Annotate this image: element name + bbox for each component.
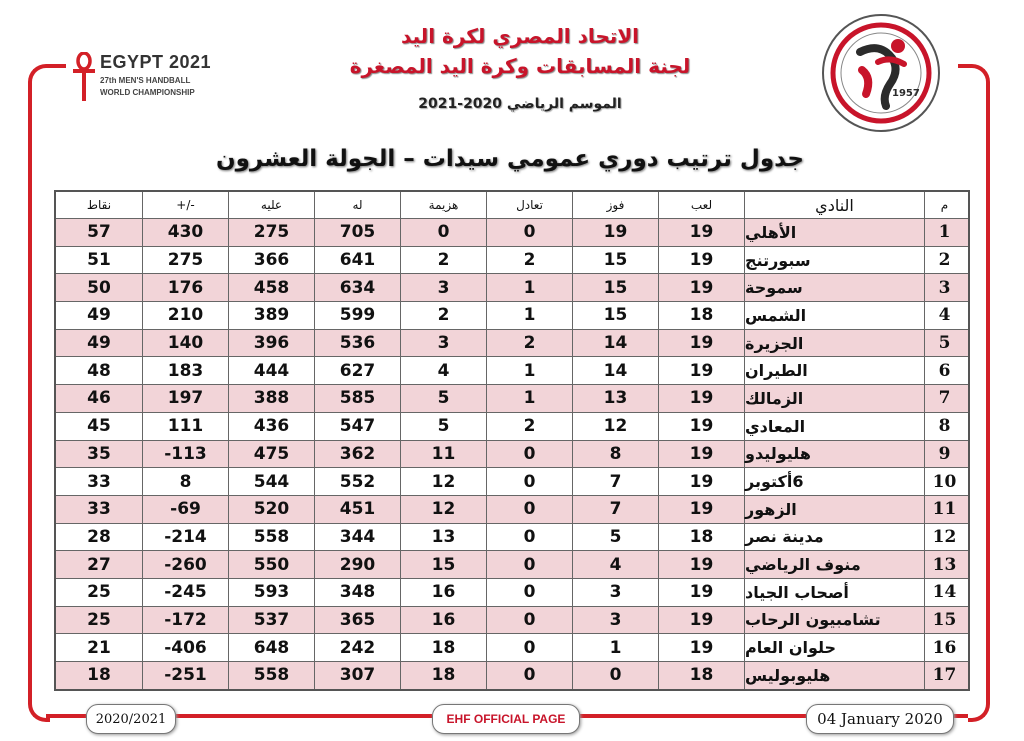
cell-drawn: 0 (486, 551, 572, 578)
cell-for: 585 (314, 385, 400, 412)
header-drawn: تعادل (486, 192, 572, 218)
cell-drawn: 0 (486, 607, 572, 634)
header-against: عليه (228, 192, 314, 218)
federation-name: الاتحاد المصري لكرة اليد (400, 24, 640, 48)
cell-against: 558 (228, 524, 314, 551)
cell-played: 18 (658, 662, 744, 689)
cell-points: 33 (87, 499, 111, 520)
cell-points: 49 (87, 333, 111, 354)
standings-table (54, 190, 970, 691)
cell-against: 544 (228, 468, 314, 495)
table-row (56, 329, 968, 357)
egypt-2021-logo (72, 50, 212, 102)
cell-played: 19 (658, 607, 744, 634)
cell-club: أصحاب الجياد (744, 579, 924, 606)
cell-points: 27 (87, 554, 111, 575)
cell-lost: 5 (400, 385, 486, 412)
cell-points: 25 (87, 582, 111, 603)
cell-club: منوف الرياضي (744, 551, 924, 578)
cell-played: 19 (658, 441, 744, 468)
cell-for: 348 (314, 579, 400, 606)
cell-diff: -214 (142, 524, 228, 551)
cell-club: الزهور (744, 496, 924, 523)
cell-club: هليوبوليس (744, 662, 924, 689)
cell-against: 520 (228, 496, 314, 523)
cell-rank: 2 (924, 247, 964, 274)
cell-drawn: 2 (486, 247, 572, 274)
cell-drawn: 1 (486, 274, 572, 301)
cell-won: 3 (572, 579, 658, 606)
cell-for: 242 (314, 634, 400, 661)
cell-diff: 176 (142, 274, 228, 301)
cell-diff: -406 (142, 634, 228, 661)
cell-points: 46 (87, 388, 111, 409)
cell-drawn: 0 (486, 524, 572, 551)
cell-lost: 3 (400, 274, 486, 301)
cell-for: 536 (314, 330, 400, 357)
cell-for: 362 (314, 441, 400, 468)
cell-against: 366 (228, 247, 314, 274)
cell-played: 19 (658, 579, 744, 606)
table-row (56, 246, 968, 274)
cell-for: 627 (314, 357, 400, 384)
table-header-row (56, 192, 968, 218)
cell-club: سموحة (744, 274, 924, 301)
cell-drawn: 0 (486, 441, 572, 468)
cell-points: 25 (87, 609, 111, 630)
cell-rank: 6 (924, 357, 964, 384)
cell-points: 28 (87, 526, 111, 547)
cell-club: الأهلي (744, 219, 924, 246)
federation-emblem-icon (820, 12, 942, 134)
cell-for: 344 (314, 524, 400, 551)
cell-points: 35 (87, 443, 111, 464)
cell-drawn: 2 (486, 413, 572, 440)
cell-won: 14 (572, 357, 658, 384)
cell-against: 475 (228, 441, 314, 468)
cell-lost: 16 (400, 579, 486, 606)
cell-points: 49 (87, 305, 111, 326)
cell-diff: 8 (142, 468, 228, 495)
cell-points: 45 (87, 416, 111, 437)
cell-against: 558 (228, 662, 314, 689)
cell-played: 19 (658, 219, 744, 246)
table-row (56, 550, 968, 578)
cell-won: 15 (572, 274, 658, 301)
cell-lost: 15 (400, 551, 486, 578)
cell-drawn: 0 (486, 496, 572, 523)
cell-club: الزمالك (744, 385, 924, 412)
frame-bottom-3 (580, 714, 806, 718)
cell-played: 19 (658, 274, 744, 301)
cell-drawn: 0 (486, 579, 572, 606)
cell-for: 634 (314, 274, 400, 301)
cell-against: 396 (228, 330, 314, 357)
table-row (56, 606, 968, 634)
cell-rank: 14 (924, 579, 964, 606)
cell-won: 3 (572, 607, 658, 634)
federation-year: 1957 (892, 88, 920, 99)
cell-points: 57 (87, 222, 111, 243)
cell-points: 51 (87, 250, 111, 271)
table-row (56, 301, 968, 329)
cell-club: 6أكتوبر (744, 468, 924, 495)
cell-diff: 197 (142, 385, 228, 412)
cell-lost: 12 (400, 496, 486, 523)
cell-diff: 183 (142, 357, 228, 384)
cell-won: 4 (572, 551, 658, 578)
cell-for: 451 (314, 496, 400, 523)
cell-rank: 15 (924, 607, 964, 634)
table-row (56, 273, 968, 301)
cell-lost: 12 (400, 468, 486, 495)
cell-club: هليوليدو (744, 441, 924, 468)
ankh-icon (72, 52, 96, 102)
cell-lost: 3 (400, 330, 486, 357)
cell-lost: 5 (400, 413, 486, 440)
cell-lost: 13 (400, 524, 486, 551)
cell-lost: 11 (400, 441, 486, 468)
table-row (56, 412, 968, 440)
footer-date: 04 January 2020 (806, 704, 954, 734)
table-row (56, 578, 968, 606)
season-label: الموسم الرياضي 2020-2021 (418, 96, 622, 112)
frame-left (28, 82, 32, 700)
cell-against: 550 (228, 551, 314, 578)
cell-diff: -69 (142, 496, 228, 523)
cell-club: الشمس (744, 302, 924, 329)
table-row (56, 384, 968, 412)
cell-drawn: 2 (486, 330, 572, 357)
frame-corner-br (968, 700, 990, 722)
cell-against: 648 (228, 634, 314, 661)
cell-diff: -245 (142, 579, 228, 606)
cell-diff: 275 (142, 247, 228, 274)
table-row (56, 356, 968, 384)
table-row (56, 467, 968, 495)
header-rank: م (924, 192, 964, 218)
cell-points: 21 (87, 637, 111, 658)
cell-against: 593 (228, 579, 314, 606)
cell-rank: 8 (924, 413, 964, 440)
cell-for: 365 (314, 607, 400, 634)
cell-played: 19 (658, 247, 744, 274)
cell-against: 388 (228, 385, 314, 412)
cell-drawn: 0 (486, 219, 572, 246)
table-row (56, 633, 968, 661)
cell-for: 705 (314, 219, 400, 246)
cell-rank: 5 (924, 330, 964, 357)
cell-for: 307 (314, 662, 400, 689)
cell-won: 1 (572, 634, 658, 661)
cell-points: 33 (87, 471, 111, 492)
cell-played: 19 (658, 551, 744, 578)
frame-bottom-1 (46, 714, 86, 718)
frame-bottom-2 (176, 714, 432, 718)
event-subtitle-2: WORLD CHAMPIONSHIP (100, 88, 195, 97)
cell-diff: 430 (142, 219, 228, 246)
cell-diff: 140 (142, 330, 228, 357)
table-row (56, 523, 968, 551)
cell-rank: 1 (924, 219, 964, 246)
table-row (56, 440, 968, 468)
cell-diff: -172 (142, 607, 228, 634)
frame-right (986, 82, 990, 700)
table-title: جدول ترتيب دوري عمومي سيدات – الجولة العشرون (216, 146, 804, 172)
cell-points: 50 (87, 277, 111, 298)
cell-diff: 210 (142, 302, 228, 329)
cell-played: 19 (658, 468, 744, 495)
cell-diff: -260 (142, 551, 228, 578)
cell-against: 389 (228, 302, 314, 329)
cell-rank: 13 (924, 551, 964, 578)
cell-played: 18 (658, 524, 744, 551)
committee-name: لجنة المسابقات وكرة اليد المصغرة (349, 54, 691, 78)
cell-rank: 17 (924, 662, 964, 689)
cell-rank: 7 (924, 385, 964, 412)
table-row (56, 218, 968, 246)
cell-drawn: 0 (486, 468, 572, 495)
cell-drawn: 0 (486, 662, 572, 689)
cell-for: 547 (314, 413, 400, 440)
event-name: EGYPT 2021 (100, 52, 212, 72)
cell-club: مدينة نصر (744, 524, 924, 551)
header-points: نقاط (56, 192, 142, 218)
event-subtitle: 27th MEN'S HANDBALL (100, 76, 191, 85)
cell-points: 18 (87, 665, 111, 686)
cell-lost: 18 (400, 662, 486, 689)
cell-lost: 2 (400, 302, 486, 329)
header-played: لعب (658, 192, 744, 218)
ehf-official-page-link[interactable]: EHF OFFICIAL PAGE (432, 704, 580, 734)
cell-rank: 3 (924, 274, 964, 301)
cell-won: 0 (572, 662, 658, 689)
cell-won: 19 (572, 219, 658, 246)
cell-drawn: 1 (486, 357, 572, 384)
cell-diff: -113 (142, 441, 228, 468)
cell-for: 290 (314, 551, 400, 578)
cell-against: 537 (228, 607, 314, 634)
cell-won: 7 (572, 496, 658, 523)
frame-bottom-4 (954, 714, 968, 718)
cell-lost: 0 (400, 219, 486, 246)
frame-corner-bl (28, 700, 50, 722)
cell-won: 14 (572, 330, 658, 357)
cell-won: 7 (572, 468, 658, 495)
cell-played: 19 (658, 496, 744, 523)
cell-against: 275 (228, 219, 314, 246)
header-club: النادي (744, 192, 924, 218)
table-row (56, 661, 968, 689)
cell-club: حلوان العام (744, 634, 924, 661)
cell-played: 19 (658, 330, 744, 357)
cell-played: 18 (658, 302, 744, 329)
header-lost: هزيمة (400, 192, 486, 218)
cell-club: سبورتنج (744, 247, 924, 274)
cell-rank: 4 (924, 302, 964, 329)
cell-against: 458 (228, 274, 314, 301)
header-diff: +/- (142, 192, 228, 218)
cell-rank: 11 (924, 496, 964, 523)
cell-club: المعادي (744, 413, 924, 440)
table-row (56, 495, 968, 523)
cell-rank: 10 (924, 468, 964, 495)
cell-won: 12 (572, 413, 658, 440)
cell-against: 444 (228, 357, 314, 384)
cell-diff: -251 (142, 662, 228, 689)
egyptian-handball-federation-logo (820, 12, 942, 134)
cell-won: 15 (572, 302, 658, 329)
cell-won: 13 (572, 385, 658, 412)
cell-won: 15 (572, 247, 658, 274)
cell-played: 19 (658, 385, 744, 412)
footer-season: 2020/2021 (86, 704, 176, 734)
cell-drawn: 0 (486, 634, 572, 661)
cell-won: 8 (572, 441, 658, 468)
cell-against: 436 (228, 413, 314, 440)
cell-points: 48 (87, 360, 111, 381)
cell-won: 5 (572, 524, 658, 551)
cell-club: تشامبيون الرحاب (744, 607, 924, 634)
cell-rank: 12 (924, 524, 964, 551)
cell-rank: 9 (924, 441, 964, 468)
cell-lost: 16 (400, 607, 486, 634)
cell-club: الجزيرة (744, 330, 924, 357)
header-for: له (314, 192, 400, 218)
cell-for: 552 (314, 468, 400, 495)
cell-played: 19 (658, 357, 744, 384)
cell-for: 641 (314, 247, 400, 274)
cell-lost: 18 (400, 634, 486, 661)
cell-for: 599 (314, 302, 400, 329)
header-won: فوز (572, 192, 658, 218)
cell-rank: 16 (924, 634, 964, 661)
cell-club: الطيران (744, 357, 924, 384)
cell-played: 19 (658, 634, 744, 661)
cell-played: 19 (658, 413, 744, 440)
cell-drawn: 1 (486, 302, 572, 329)
cell-lost: 4 (400, 357, 486, 384)
cell-diff: 111 (142, 413, 228, 440)
cell-drawn: 1 (486, 385, 572, 412)
cell-lost: 2 (400, 247, 486, 274)
